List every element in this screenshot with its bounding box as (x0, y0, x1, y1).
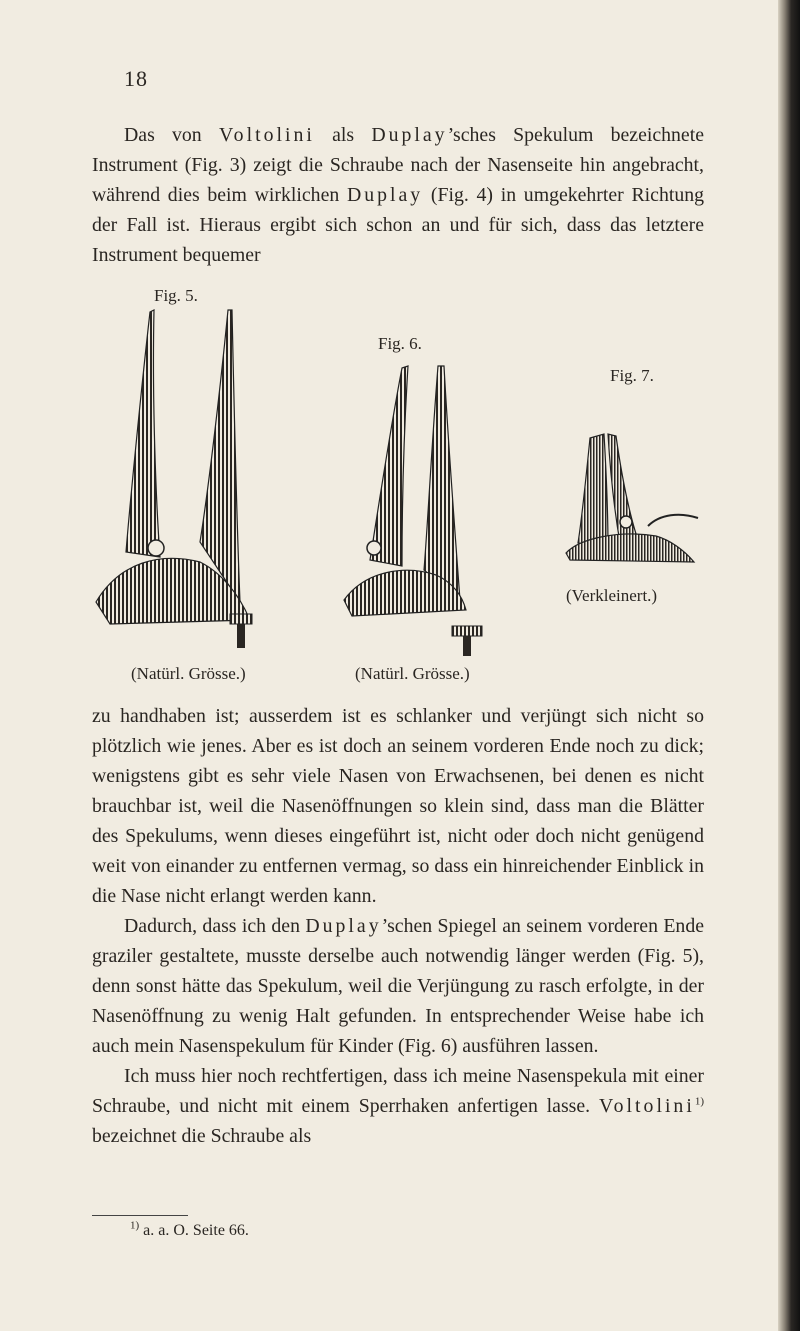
text-span: bezeichnet die Schraube als (92, 1125, 312, 1147)
text-span: als (314, 124, 372, 146)
fig7-speculum-illustration (560, 418, 710, 568)
fig5-caption: (Natürl. Grösse.) (131, 664, 246, 683)
footnote (130, 1219, 249, 1240)
text-span: ’sches Spekulum bezeichnete Instrument (Fig. 3) zeigt die Schraube nach der Nasenseite hin angebracht, während dies beim wirklichen (92, 124, 704, 206)
footnote-mark: 1) (130, 1219, 140, 1232)
fig7-caption: (Verkleinert.) (566, 586, 658, 605)
name-duplay: Duplay (371, 124, 448, 146)
text-span: Das von (124, 124, 219, 146)
paragraph-3 (92, 1061, 704, 1151)
footnote-reference: 1) (694, 1095, 704, 1108)
text-span: Ich muss hier noch rechtfertigen, dass ich meine Nasenspekula mit einer Schraube, und nicht mit einem Sperrhaken anfertigen lasse. (92, 1065, 704, 1117)
fig6-label: Fig. 6. (378, 334, 422, 353)
name-voltolini: Voltolini (598, 1095, 695, 1117)
name-duplay: Duplay (346, 184, 424, 206)
text-span: (Fig. 4) in umgekehrter Richtung der Fall ist. Hieraus ergibt sich schon an und für sich, dass das letztere Instrument bequemer (92, 184, 704, 266)
paragraph-continued: zu handhaben ist; ausserdem ist es schlanker und verjüngt sich nicht so plötzlich wie jenes. Aber es ist doch an seinem vorderen Ende noch zu dick; wenigstens gibt es sehr viele Nasen von Erwachsenen, bei denen es nicht brauchbar ist, weil die Nasenöffnungen so klein sind, dass man die Blätter des Spekulums, wenn dieses eingeführt ist, nicht oder doch nicht genügend weit von einander zu entfernen vermag, so dass ein hinreichender Einblick in die Nase nicht erlangt werden kann. (92, 705, 704, 907)
fig6-caption: (Natürl. Grösse.) (355, 664, 470, 683)
footnote-text: a. a. O. Seite 66. (139, 1222, 249, 1239)
fig5-speculum-illustration (90, 302, 270, 657)
fig5-label: Fig. 5. (154, 286, 198, 305)
paragraphs-bottom (92, 701, 704, 1151)
footnote-divider (92, 1215, 188, 1216)
fig7-label: Fig. 7. (610, 366, 654, 385)
fig6-speculum-illustration (336, 360, 486, 660)
name-voltolini: Voltolini (218, 124, 315, 146)
name-duplay: Duplay (305, 915, 382, 937)
paragraph-top-text (92, 120, 704, 270)
text-span: ’schen Spiegel an seinem vorderen Ende graziler gestaltete, musste derselbe auch notwendig länger werden (Fig. 5), denn sonst hätte das Spekulum, weil die Verjüngung zu rasch erfolgte, in der Nasenöffnung zu wenig Halt gefunden. In entsprechender Weise habe ich auch mein Nasenspekulum für Kinder (Fig. 6) ausführen lassen. (92, 915, 704, 1057)
page-edge-shadow (778, 0, 800, 1331)
text-span: Dadurch, dass ich den (124, 915, 306, 937)
paragraph-2 (92, 911, 704, 1061)
page-number: 18 (124, 66, 148, 91)
paragraph-top (92, 120, 704, 270)
